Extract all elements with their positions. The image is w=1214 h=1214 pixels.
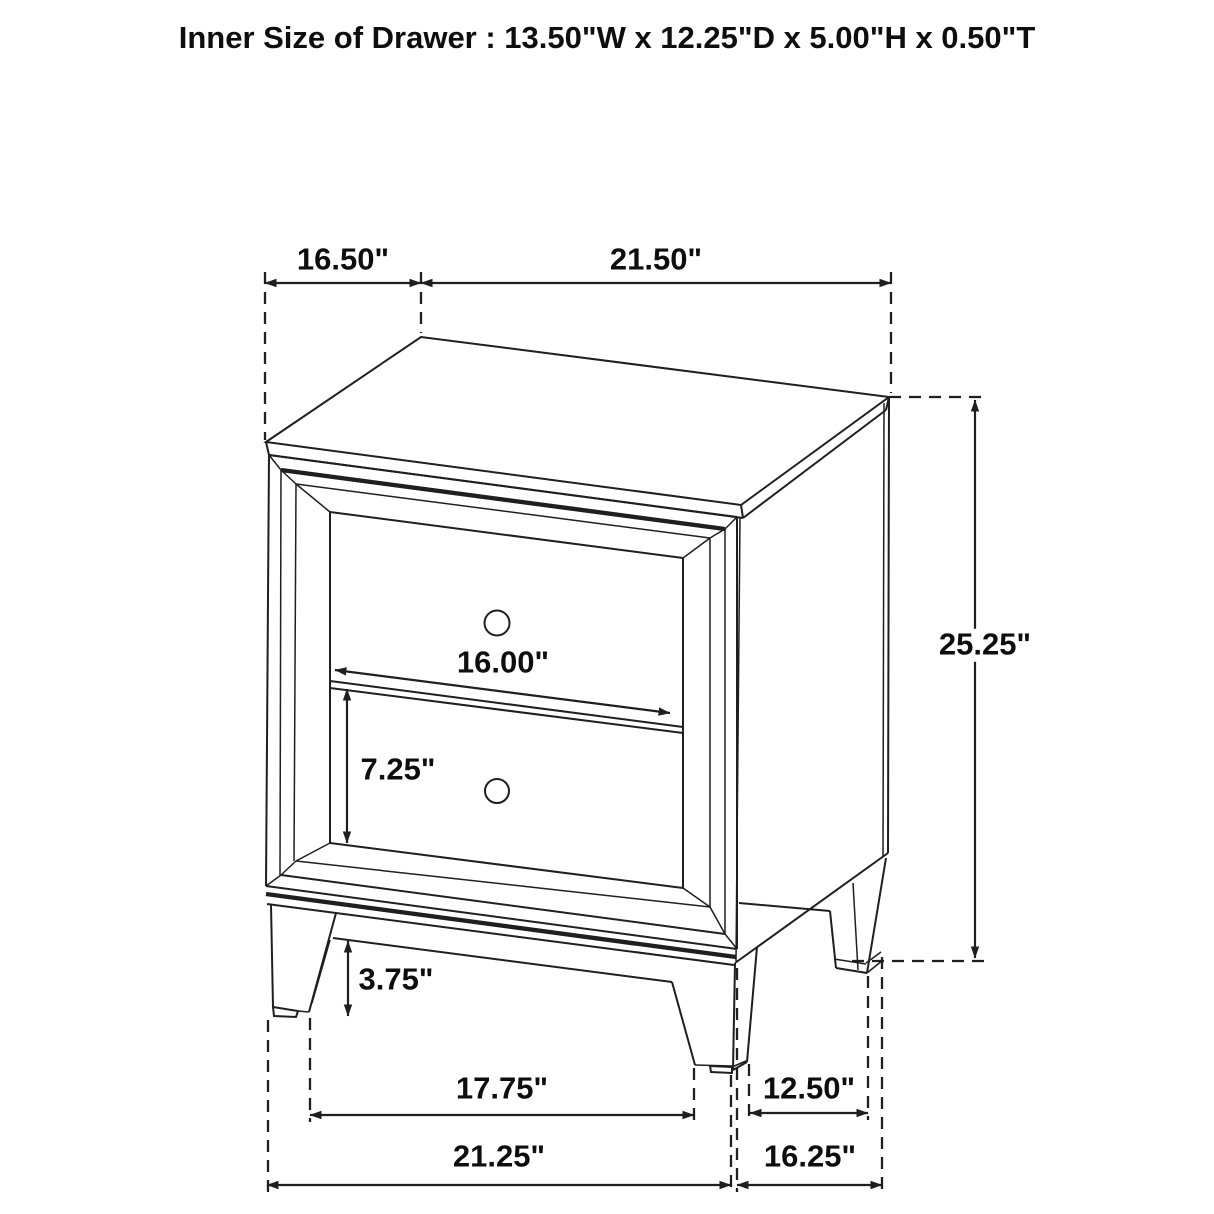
dim-label-side-base-depth: 16.25" [760,1141,860,1174]
diagram-title: Inner Size of Drawer : 13.50"W x 12.25"D x 5.00"H x 0.50"T [178,20,1036,55]
top-face [266,337,889,518]
dimension-lines [265,283,975,1185]
dim-label-drawer-width: 16.00" [453,647,553,680]
dim-label-overall-height: 25.25" [935,629,1035,662]
right-side-panel [735,397,889,963]
top-drawer-knob [485,611,510,636]
bottom-drawer-knob [485,779,509,803]
dim-label-side-leg-span: 12.50" [759,1073,859,1106]
dim-label-top-depth: 16.50" [293,244,393,277]
front-frame [266,455,737,949]
dim-label-front-leg-span: 17.75" [452,1073,552,1106]
dim-label-top-width: 21.50" [606,244,706,277]
front-right-leg [672,947,757,1073]
extension-lines [265,272,987,1192]
dim-label-drawer-front-height: 7.25" [356,754,439,787]
front-left-leg [271,905,336,1017]
dim-label-leg-height: 3.75" [354,964,437,997]
dim-label-front-base-width: 21.25" [449,1141,549,1174]
